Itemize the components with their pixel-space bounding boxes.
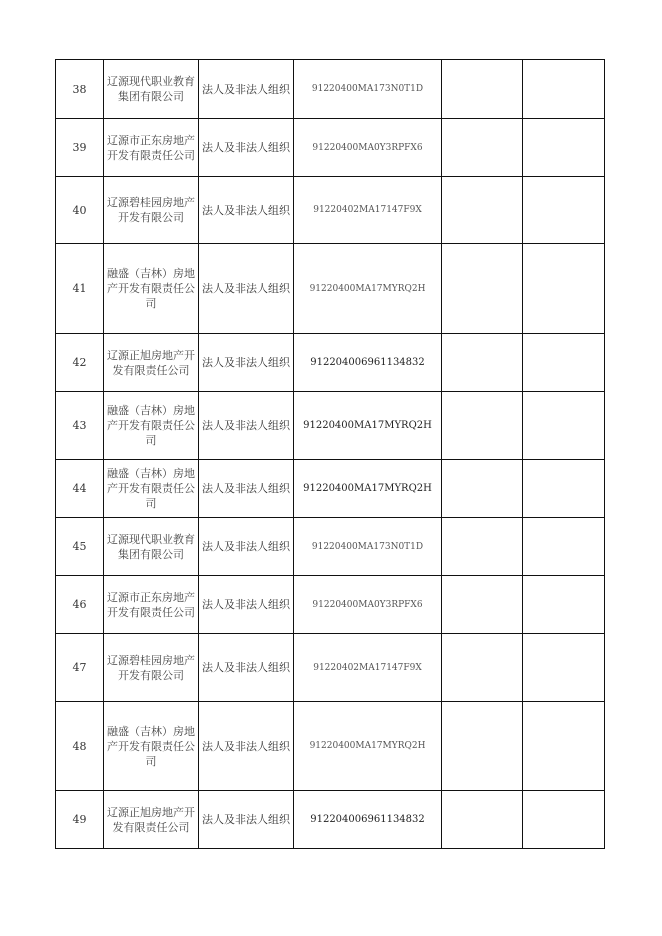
org-type: 法人及非法人组织 <box>199 244 294 334</box>
table-row <box>56 392 605 460</box>
row-index: 38 <box>56 60 104 119</box>
org-type: 法人及非法人组织 <box>199 518 294 576</box>
table-row <box>56 177 605 244</box>
org-type: 法人及非法人组织 <box>199 791 294 849</box>
row-index: 45 <box>56 518 104 576</box>
org-name: 融盛（吉林）房地产开发有限责任公司 <box>104 392 199 460</box>
empty-cell <box>442 392 523 460</box>
row-index: 43 <box>56 392 104 460</box>
org-type: 法人及非法人组织 <box>199 634 294 702</box>
table-row <box>56 702 605 791</box>
table-row <box>56 791 605 849</box>
org-name: 辽源市正东房地产开发有限责任公司 <box>104 576 199 634</box>
table-row <box>56 634 605 702</box>
row-index: 49 <box>56 791 104 849</box>
credit-code: 91220400MA0Y3RPFX6 <box>294 119 442 177</box>
credit-code: 91220400MA0Y3RPFX6 <box>294 576 442 634</box>
row-index: 48 <box>56 702 104 791</box>
row-index: 40 <box>56 177 104 244</box>
empty-cell <box>523 60 605 119</box>
credit-code: 91220400MA17MYRQ2H <box>294 392 442 460</box>
empty-cell <box>442 702 523 791</box>
credit-code: 91220402MA17147F9X <box>294 634 442 702</box>
org-type: 法人及非法人组织 <box>199 460 294 518</box>
empty-cell <box>523 460 605 518</box>
table-row <box>56 244 605 334</box>
table-row <box>56 334 605 392</box>
table-row <box>56 460 605 518</box>
row-index: 46 <box>56 576 104 634</box>
org-type: 法人及非法人组织 <box>199 392 294 460</box>
empty-cell <box>442 518 523 576</box>
empty-cell <box>523 334 605 392</box>
org-name: 辽源碧桂园房地产开发有限公司 <box>104 634 199 702</box>
credit-code: 91220400MA17MYRQ2H <box>294 244 442 334</box>
credit-record-table <box>55 59 605 849</box>
empty-cell <box>523 518 605 576</box>
row-index: 42 <box>56 334 104 392</box>
org-type: 法人及非法人组织 <box>199 702 294 791</box>
org-type: 法人及非法人组织 <box>199 119 294 177</box>
org-name: 融盛（吉林）房地产开发有限责任公司 <box>104 460 199 518</box>
row-index: 41 <box>56 244 104 334</box>
org-name: 辽源市正东房地产开发有限责任公司 <box>104 119 199 177</box>
table-row <box>56 119 605 177</box>
empty-cell <box>523 392 605 460</box>
credit-code: 91220400MA17MYRQ2H <box>294 702 442 791</box>
empty-cell <box>442 791 523 849</box>
empty-cell <box>523 244 605 334</box>
org-name: 辽源正旭房地产开发有限责任公司 <box>104 334 199 392</box>
empty-cell <box>523 576 605 634</box>
empty-cell <box>442 460 523 518</box>
credit-code: 91220400MA173N0T1D <box>294 60 442 119</box>
credit-code: 912204006961134832 <box>294 334 442 392</box>
empty-cell <box>523 634 605 702</box>
credit-code: 91220400MA17MYRQ2H <box>294 460 442 518</box>
org-name: 融盛（吉林）房地产开发有限责任公司 <box>104 244 199 334</box>
empty-cell <box>523 702 605 791</box>
table-row <box>56 518 605 576</box>
empty-cell <box>523 791 605 849</box>
org-name: 融盛（吉林）房地产开发有限责任公司 <box>104 702 199 791</box>
org-name: 辽源现代职业教育集团有限公司 <box>104 60 199 119</box>
row-index: 47 <box>56 634 104 702</box>
empty-cell <box>442 576 523 634</box>
org-type: 法人及非法人组织 <box>199 576 294 634</box>
table-row <box>56 576 605 634</box>
org-type: 法人及非法人组织 <box>199 60 294 119</box>
org-name: 辽源现代职业教育集团有限公司 <box>104 518 199 576</box>
org-name: 辽源碧桂园房地产开发有限公司 <box>104 177 199 244</box>
org-type: 法人及非法人组织 <box>199 177 294 244</box>
credit-code: 91220402MA17147F9X <box>294 177 442 244</box>
row-index: 39 <box>56 119 104 177</box>
empty-cell <box>442 119 523 177</box>
org-type: 法人及非法人组织 <box>199 334 294 392</box>
empty-cell <box>442 244 523 334</box>
credit-code: 912204006961134832 <box>294 791 442 849</box>
row-index: 44 <box>56 460 104 518</box>
org-name: 辽源正旭房地产开发有限责任公司 <box>104 791 199 849</box>
empty-cell <box>442 634 523 702</box>
table-row <box>56 60 605 119</box>
credit-code: 91220400MA173N0T1D <box>294 518 442 576</box>
empty-cell <box>442 60 523 119</box>
empty-cell <box>523 177 605 244</box>
empty-cell <box>442 334 523 392</box>
empty-cell <box>442 177 523 244</box>
empty-cell <box>523 119 605 177</box>
